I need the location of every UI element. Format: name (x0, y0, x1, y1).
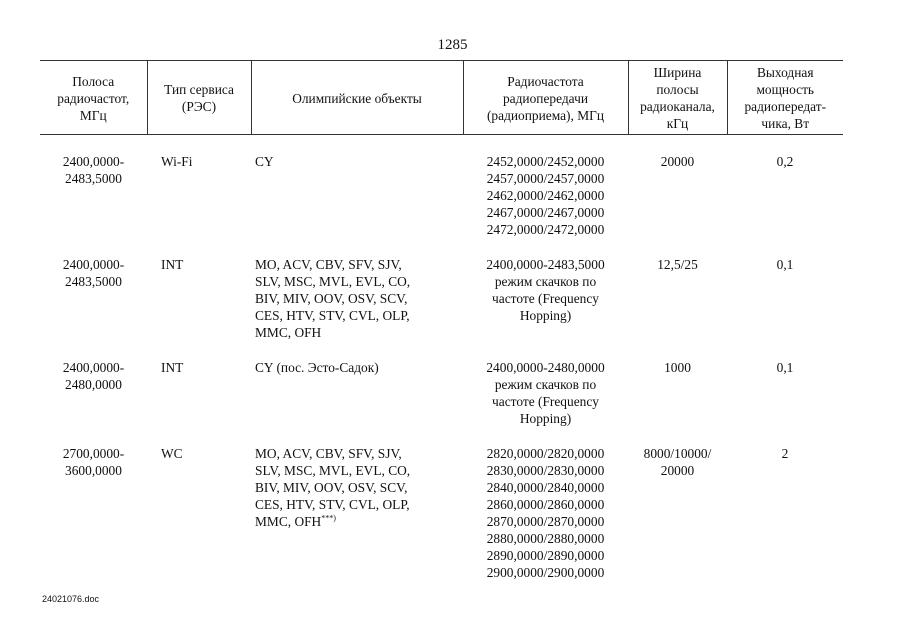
cell-service-type: WC (161, 446, 183, 461)
text-line: 8000/10000/ (643, 446, 712, 461)
text-line: 2890,0000/2890,0000 (486, 548, 605, 563)
footnote-marker: ***) (321, 513, 336, 523)
text-line: 2400,0000-2483,5000 (486, 257, 605, 272)
table-row (40, 359, 843, 445)
header-frequency (463, 61, 628, 135)
text-line: 2400,0000- (62, 360, 125, 375)
text-line: Выходная (756, 65, 814, 80)
text-line: SLV, MSC, MVL, EVL, CO, (255, 463, 411, 478)
cell-output-power: 0,1 (776, 360, 794, 375)
text-line: 2900,0000/2900,0000 (486, 565, 605, 580)
cell-channel-width (628, 359, 727, 445)
cell-frequency (463, 359, 628, 445)
table-row (40, 256, 843, 359)
text-line: 2830,0000/2830,0000 (486, 463, 605, 478)
text-line: CES, HTV, STV, CVL, OLP, (255, 308, 410, 323)
text-line: Радиочастота (507, 73, 584, 89)
header-band (40, 61, 147, 135)
text-line: 2400,0000- (62, 257, 125, 272)
cell-olympic-objects (251, 445, 463, 599)
cell-frequency (463, 256, 628, 359)
text-line: радиопередачи (502, 90, 588, 106)
text-line: частоте (Frequency (492, 394, 599, 409)
cell-channel-width (628, 256, 727, 359)
cell-band (40, 153, 147, 256)
text-line: мощность (756, 82, 815, 97)
cell-service-type: INT (161, 257, 184, 272)
text-line: чика, Вт (761, 116, 810, 131)
text-line: SLV, MSC, MVL, EVL, CO, (255, 274, 411, 289)
document-filename: 24021076.doc (42, 594, 100, 604)
header-output-power (727, 61, 843, 135)
text-line: Hopping) (519, 411, 572, 426)
text-line: Полоса (72, 73, 115, 89)
text-line: режим скачков по (494, 274, 597, 289)
cell-olympic-objects (251, 359, 463, 445)
text-line: 2400,0000- (62, 154, 125, 169)
cell-band (40, 445, 147, 599)
table-header-row (40, 61, 843, 135)
text-line: 2400,0000-2480,0000 (486, 360, 605, 375)
text-line: 2880,0000/2880,0000 (486, 531, 605, 546)
text-line: частоте (Frequency (492, 291, 599, 306)
cell-service-type: INT (161, 360, 184, 375)
text-line: MO, ACV, CBV, SFV, SJV, (255, 257, 402, 272)
cell-frequency (463, 153, 628, 256)
text-line: (радиоприема), МГц (486, 107, 605, 123)
text-line: 2860,0000/2860,0000 (486, 497, 605, 512)
text-line: 2467,0000/2467,0000 (486, 205, 605, 220)
cell-channel-width (628, 445, 727, 599)
text-line: кГц (666, 116, 689, 131)
text-line: 3600,0000 (65, 463, 122, 478)
cell-olympic-objects (251, 256, 463, 359)
text-line: MMC, OFH (255, 514, 322, 529)
text-line: 2457,0000/2457,0000 (486, 171, 605, 186)
cell-olympic-objects (251, 153, 463, 256)
cell-service-type: Wi-Fi (161, 154, 193, 169)
cell-output-power: 0,1 (776, 257, 794, 272)
text-line: (РЭС) (181, 99, 217, 114)
text-line: CY (пос. Эсто-Садок) (255, 360, 379, 375)
text-line: 12,5/25 (657, 257, 698, 272)
text-line: 1000 (664, 360, 691, 375)
text-line: Олимпийские объекты (292, 90, 422, 106)
text-line: радиоканала, (640, 99, 715, 114)
text-line: CY (255, 154, 274, 169)
text-line: 2870,0000/2870,0000 (486, 514, 605, 529)
text-line: CES, HTV, STV, CVL, OLP, (255, 497, 410, 512)
cell-band (40, 359, 147, 445)
cell-band (40, 256, 147, 359)
text-line: MMC, OFH (255, 325, 322, 340)
text-line: Hopping) (519, 308, 572, 323)
text-line: полосы (656, 82, 699, 97)
text-line: BIV, MIV, OOV, OSV, SCV, (255, 480, 408, 495)
header-channel-width (628, 61, 727, 135)
text-line: 20000 (660, 154, 695, 169)
text-line: Тип сервиса (164, 82, 234, 97)
text-line: МГц (79, 107, 107, 123)
page-number: 1285 (437, 37, 468, 53)
text-line: 2452,0000/2452,0000 (486, 154, 605, 169)
text-line: BIV, MIV, OOV, OSV, SCV, (255, 291, 408, 306)
header-olympic-objects (251, 61, 463, 135)
text-line: MO, ACV, CBV, SFV, SJV, (255, 446, 402, 461)
cell-channel-width (628, 153, 727, 256)
text-line: режим скачков по (494, 377, 597, 392)
text-line: 2472,0000/2472,0000 (486, 222, 605, 237)
cell-frequency (463, 445, 628, 599)
text-line: 2700,0000- (62, 446, 125, 461)
text-line: радиочастот, (57, 90, 130, 106)
header-service-type (147, 61, 251, 135)
cell-output-power: 0,2 (776, 154, 794, 169)
text-line: 2483,5000 (65, 171, 122, 186)
text-line: 2840,0000/2840,0000 (486, 480, 605, 495)
text-line: 2462,0000/2462,0000 (486, 188, 605, 203)
text-line: 2480,0000 (65, 377, 122, 392)
text-line: 20000 (660, 463, 695, 478)
text-line: 2483,5000 (65, 274, 122, 289)
text-line: Ширина (653, 65, 702, 80)
cell-output-power: 2 (781, 446, 789, 461)
text-line: радиопередат- (744, 99, 827, 114)
frequency-table (40, 60, 843, 599)
table-row (40, 445, 843, 599)
table-row (40, 153, 843, 256)
text-line: 2820,0000/2820,0000 (486, 446, 605, 461)
